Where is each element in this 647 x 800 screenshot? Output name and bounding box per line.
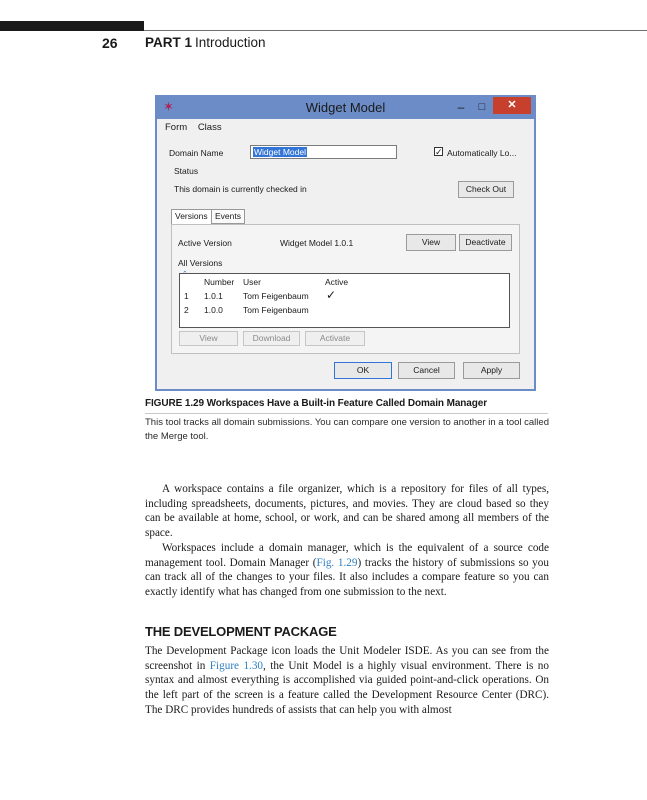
- paragraph-3-text-a: The Development Package icon loads the Unit Modeler ISDE. As you can see from the screenshot in: [145, 645, 549, 672]
- column-header-user[interactable]: User: [243, 277, 261, 287]
- part-title: Introduction: [195, 35, 266, 50]
- deactivate-button[interactable]: Deactivate: [459, 234, 512, 251]
- domain-name-value: Widget Model: [254, 147, 306, 157]
- app-logo-icon: ✶: [163, 99, 174, 114]
- minimize-button[interactable]: –: [457, 100, 465, 114]
- active-version-value: Widget Model 1.0.1: [280, 238, 354, 248]
- auto-checkbox[interactable]: ✓: [435, 147, 443, 157]
- table-row-user[interactable]: Tom Feigenbaum: [243, 305, 309, 315]
- figure-caption: This tool tracks all domain submissions. You can compare one version to another in a tool called the Merge tool.: [145, 417, 549, 442]
- body-text-block-2: [145, 644, 549, 718]
- all-versions-label: All Versions: [178, 258, 223, 268]
- list-view-button[interactable]: View: [179, 331, 238, 346]
- versions-list[interactable]: [179, 273, 510, 328]
- apply-button[interactable]: Apply: [463, 362, 520, 379]
- paragraph-2-text-a: Workspaces include a domain manager, which is the equivalent of a source code management tool. Domain Manager (: [145, 541, 549, 569]
- table-row-number[interactable]: 1.0.1: [204, 291, 223, 301]
- domain-name-field[interactable]: [250, 145, 397, 159]
- auto-checkbox-label: Automatically Lo...: [447, 148, 517, 158]
- paragraph-3-text-b: , the Unit Model is a highly visual environment. There is no syntax and almost everything is accomplished via guided point-and-click operations. On the left part of the screen is a feature called the Development Resource Center (DRC). The DRC provides hundreds of assists that can help you with almost: [145, 659, 549, 716]
- part-label: PART 1: [145, 35, 193, 50]
- figure-title: Workspaces Have a Built-in Feature Called Domain Manager: [206, 398, 488, 409]
- view-button[interactable]: View: [406, 234, 456, 251]
- ok-button[interactable]: OK: [334, 362, 392, 379]
- paragraph-3: [145, 644, 549, 718]
- figure-screenshot-window: [155, 95, 536, 391]
- cancel-button[interactable]: Cancel: [398, 362, 455, 379]
- window-title: Widget Model: [305, 100, 386, 115]
- table-row-index: 2: [184, 305, 189, 315]
- menu-bar: [165, 122, 230, 133]
- figure-link[interactable]: Fig. 1.29: [316, 556, 358, 569]
- table-row-user[interactable]: Tom Feigenbaum: [243, 291, 309, 301]
- menu-item-form[interactable]: Form: [165, 122, 188, 133]
- caption-rule: [145, 413, 548, 414]
- check-out-button[interactable]: Check Out: [458, 181, 514, 198]
- paragraph-2-text-b: ) tracks the history of submissions so you can track all of the changes to your files. It also includes a compare feature so you can exactly identify what has changed from one submission to the next.: [145, 556, 549, 598]
- figure-label: FIGURE 1.29: [145, 398, 204, 409]
- figure-caption-heading: [145, 398, 487, 409]
- table-row-number[interactable]: 1.0.0: [204, 305, 223, 315]
- sort-arrow-icon: ⌃: [182, 271, 188, 278]
- body-text-block: [145, 482, 549, 600]
- maximize-button[interactable]: □: [478, 101, 486, 113]
- header-bar: [0, 21, 144, 31]
- column-header-number[interactable]: Number: [204, 277, 235, 287]
- section-heading: THE DEVELOPMENT PACKAGE: [145, 624, 337, 639]
- status-label: Status: [174, 166, 199, 176]
- status-text: This domain is currently checked in: [174, 184, 307, 194]
- list-download-button[interactable]: Download: [243, 331, 300, 346]
- list-activate-button[interactable]: Activate: [305, 331, 365, 346]
- table-row-index: 1: [184, 291, 189, 301]
- page-number: 26: [102, 35, 118, 51]
- active-check-icon: ✓: [326, 288, 337, 302]
- menu-item-class[interactable]: Class: [197, 122, 222, 133]
- tab-events[interactable]: Events: [211, 209, 245, 224]
- close-button[interactable]: ✕: [493, 97, 531, 114]
- paragraph-1: A workspace contains a file organizer, which is a repository for files of all types, including spreadsheets, documents, pictures, and movies. They are cloud based so they can be available at home, school, or work, and can be shared among all members of the space.: [145, 483, 549, 540]
- header-rule: [144, 30, 647, 31]
- active-version-label: Active Version: [178, 238, 232, 248]
- column-header-active[interactable]: Active: [325, 277, 349, 287]
- figure-link[interactable]: Figure 1.30: [209, 659, 264, 672]
- tab-versions[interactable]: Versions: [171, 209, 212, 225]
- domain-name-label: Domain Name: [169, 148, 224, 158]
- paragraph-2: [145, 541, 549, 600]
